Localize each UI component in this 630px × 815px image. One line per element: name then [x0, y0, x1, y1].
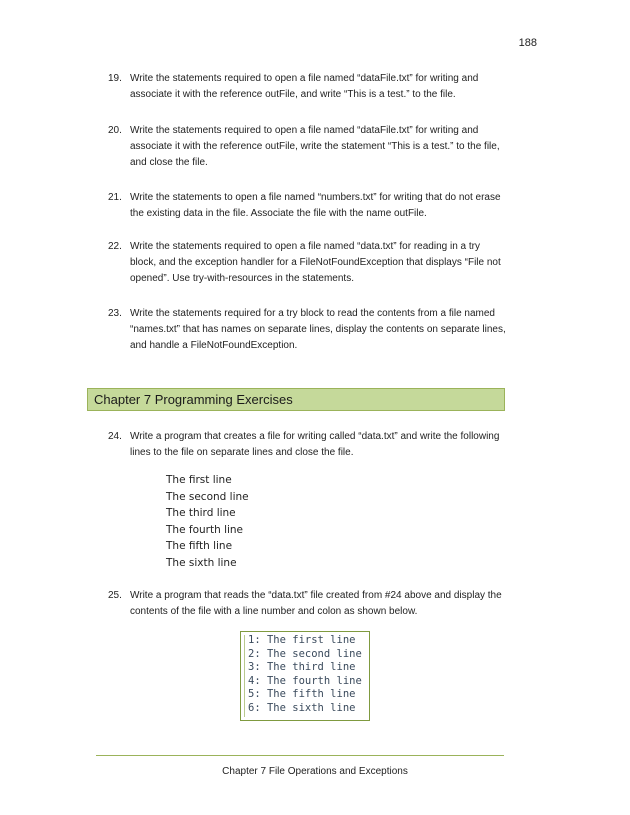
output-line: 2: The second line	[248, 647, 362, 660]
question-number: 20.	[108, 125, 122, 136]
output-line: 3: The third line	[248, 661, 356, 674]
question-text: Write the statements required to open a file named “data.txt” for reading in a try block, and the exception handler for a FileNotFoundException that displays “File not opened”. Use try-with-resources in the statements.	[130, 241, 501, 284]
file-line: The fifth line	[166, 540, 233, 552]
page-number: 188	[518, 37, 537, 49]
exercise-number: 24.	[108, 431, 122, 442]
output-line: 6: The sixth line	[248, 701, 356, 714]
section-header: Chapter 7 Programming Exercises	[87, 388, 505, 411]
footer-title: Chapter 7 File Operations and Exceptions	[222, 766, 408, 777]
output-line: 1: The first line	[248, 634, 356, 646]
output-line: 5: The fifth line	[248, 688, 356, 701]
file-line: The first line	[166, 474, 232, 486]
question-text: Write the statements required for a try block to read the contents from a file named “names.txt” that has names on separate lines, display the contents on separate lines, and handle a FileNotFoundException.	[130, 308, 506, 351]
question-number: 21.	[108, 192, 122, 203]
question-text: Write the statements to open a file named “numbers.txt” for writing that do not erase the existing data in the file. Associate the file with the name outFile.	[130, 192, 501, 219]
question-19	[108, 71, 508, 103]
question-22	[108, 239, 508, 287]
exercise-text: Write a program that creates a file for writing called “data.txt” and write the following lines to the file on separate lines and close the file.	[130, 431, 500, 458]
question-20	[108, 123, 508, 171]
output-line: 4: The fourth line	[248, 674, 362, 687]
question-23	[108, 306, 508, 354]
question-21	[108, 190, 508, 222]
file-line: The second line	[166, 490, 249, 503]
question-text: Write the statements required to open a file named “dataFile.txt” for writing and associate it with the reference outFile, and write “This is a test.” to the file.	[130, 73, 479, 100]
exercise-24	[108, 429, 508, 461]
file-lines-list	[166, 472, 249, 571]
question-number: 23.	[108, 308, 122, 319]
question-number: 22.	[108, 241, 122, 252]
question-number: 19.	[108, 73, 122, 84]
file-line: The sixth line	[166, 556, 237, 569]
file-line: The third line	[166, 507, 236, 519]
output-box-edge	[244, 635, 245, 717]
footer-divider	[96, 755, 504, 756]
exercise-text: Write a program that reads the “data.txt” file created from #24 above and display the contents of the file with a line number and colon as shown below.	[130, 590, 502, 617]
question-text: Write the statements required to open a file named “dataFile.txt” for writing and associate it with the reference outFile, write the statement “This is a test.” to the file, and close the file.	[130, 125, 500, 168]
file-line: The fourth line	[166, 523, 244, 536]
exercise-25	[108, 588, 508, 620]
console-output-box	[240, 631, 370, 721]
exercise-number: 25.	[108, 590, 122, 601]
